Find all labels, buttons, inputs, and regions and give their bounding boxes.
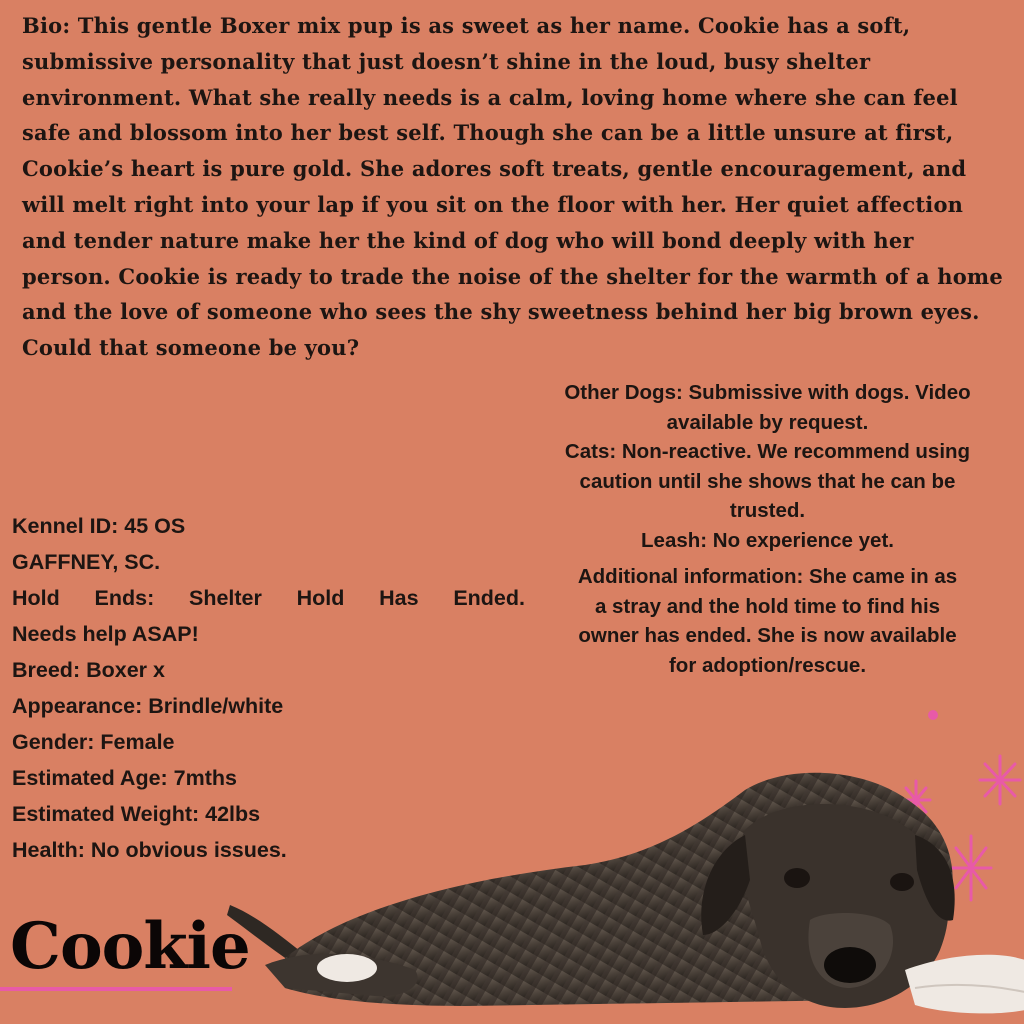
leash-line: Leash: No experience yet.: [641, 528, 894, 552]
cats-line-1: Cats: Non-reactive. We recommend using: [564, 440, 971, 463]
breed: Breed: Boxer x: [12, 658, 165, 682]
additional-info-line-2: a stray and the hold time to find his: [594, 594, 941, 618]
additional-info-line-3: owner has ended. She is now available: [578, 624, 957, 647]
hold-word: Ended.: [453, 586, 525, 610]
hold-word: Ends:: [94, 586, 155, 610]
name-underline: [0, 987, 232, 991]
dog-name: Cookie: [10, 909, 250, 984]
dog-photo: [225, 760, 1024, 1024]
location: GAFFNEY, SC.: [12, 550, 161, 574]
gender: Gender: Female: [12, 730, 175, 754]
additional-info-line-1: Additional information: She came in as: [577, 565, 958, 588]
cats-line-2: caution until she shows that he can be: [579, 469, 956, 493]
sparkle-icon: [926, 708, 940, 722]
kennel-id: Kennel ID: 45 OS: [12, 514, 186, 538]
hold-word: Hold: [296, 586, 345, 610]
temperament-section: [525, 378, 1010, 680]
hold-word: Hold: [12, 586, 60, 610]
estimated-age: Estimated Age: 7mths: [12, 766, 238, 790]
hold-urgency: Needs help ASAP!: [12, 622, 199, 646]
additional-info-line-4: for adoption/rescue.: [668, 653, 867, 677]
hold-word: Has: [379, 586, 419, 610]
other-dogs-line-1: Other Dogs: Submissive with dogs. Video: [564, 381, 971, 404]
appearance: Appearance: Brindle/white: [12, 694, 284, 718]
bio-text: Bio: This gentle Boxer mix pup is as sweet as her name. Cookie has a soft, submissive personality that just doesn’t shine in the loud, busy shelter environment. What she really needs is a calm, loving home where she can feel safe and blossom into her best self. Though she can be a little unsure at first, Cookie’s heart is pure gold. She adores soft treats, gentle encouragement, and will melt right into your lap if you sit on the floor with her. Her quiet affection and tender nature make her the kind of dog who will bond deeply with her person. Cookie is ready to trade the noise of the shelter for the warmth of a home and the love of someone who sees the shy sweetness behind her big brown eyes. Could that someone be you?: [22, 13, 1003, 361]
cats-line-3: trusted.: [729, 499, 806, 522]
hold-word: Shelter: [188, 586, 262, 610]
health: Health: No obvious issues.: [12, 838, 287, 862]
hold-status-line: [12, 580, 525, 616]
estimated-weight: Estimated Weight: 42lbs: [12, 802, 261, 826]
other-dogs-line-2: available by request.: [666, 410, 869, 434]
